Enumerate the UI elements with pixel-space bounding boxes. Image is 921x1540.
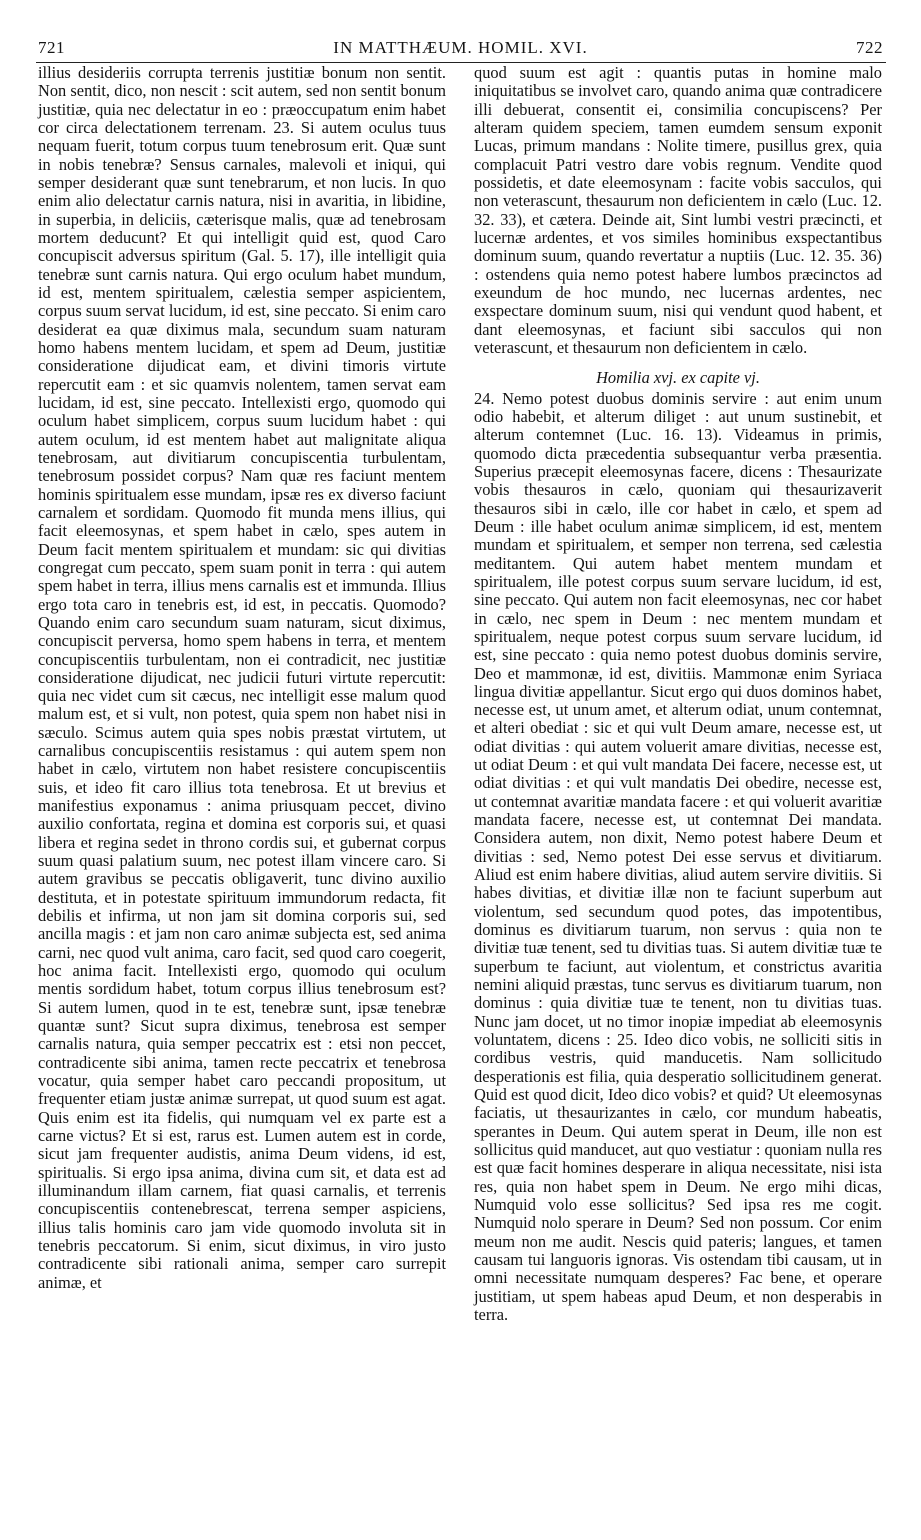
page-number-right: 722 <box>856 38 883 57</box>
homily-heading: Homilia xvj. ex capite vj. <box>596 368 760 388</box>
right-column <box>474 64 882 1324</box>
running-title: IN MATTHÆUM. HOMIL. XVI. <box>333 38 588 57</box>
page-number-left: 721 <box>38 38 65 57</box>
left-column-text: illius desideriis corrupta terrenis justitiæ bonum non sentit. Non sentit, dico, non nescit : scit autem, sed non sentit bonum justitiæ, quia nec delectatur in eo : præoccupatum enim habet cor circa delectationem terrenam. 23. Si autem oculus tuus nequam fuerit, totum corpus tuum tenebrosum erit. Quæ sunt in nobis tenebræ? Sensus carnales, malevoli et iniqui, qui semper desiderant quæ sunt tenebrarum, et non lucis. In quo enim alio delectatur carnis natura, nisi in avaritia, in libidine, in superbia, in deliciis, cæterisque malis, quæ ad tenebrosam mortem deducunt? Et qui intelligit quid est, quod Caro concupiscit adversus spiritum (Gal. 5. 17), ille intelligit quia tenebræ sunt carnis natura. Qui ergo oculum habet mundum, id est, mentem spiritualem, cælestia semper aspicientem, corpus suum servat lucidum, id est, sine peccato. Si enim caro desiderat ea quæ diximus mala, secundum suam naturam homo habens mentem lucidam, et spem ad Deum, justitiæ consideratione dijudicat eam, et divini timoris virtute repercutit eam : et sic quamvis nolentem, tamen servat eam lucidam, id est, sine peccato. Intellexisti ergo, quomodo qui oculum habet simplicem, corpus suum lucidum habet : qui autem oculum, id est mentem habet aut malignitate aliqua tenebrosam, aut divitiarum concupiscentia turbulentam, tenebrosum possidet corpus? Nam quæ res faciunt mentem hominis spiritualem esse mundam, ipsæ res ex diverso faciunt carnalem et sordidam. Quomodo fit munda mens illius, qui facit eleemosynas, et spem habet in cælo, spes autem in Deum facit mentem spiritualem et mundam: sic qui divitias congregat cum peccato, spem suam ponit in terra : qui autem spem habet in terra, illius mens carnalis est et immunda. Illius ergo tota caro in tenebris est, id est, in peccatis. Quomodo? Quando enim caro secundum suam naturam, sicut diximus, concupiscit perversa, homo spem habens in terra, et mentem concupiscentiis turbulentam, non ei contradicit, nec justitiæ consideratione dijudicat, nec judicii futuri virtute repercutit: quia nec videt cum sit cæcus, nec intelligit esse malum quod malum est, et si vult, non potest, quia spem non habet nisi in sæculo. Scimus autem quia spes nobis præstat virtutem, ut carnalibus concupiscentiis resistamus : qui autem spem non habet in cælo, virtutem non habet resistere concupiscentiis suis, et ideo fit caro illius tota tenebrosa. Et ut brevius et manifestius exponamus : anima priusquam peccet, divino auxilio confortata, regina et domina est corporis sui, et quasi libera et regina sedet in throno cordis sui, et gubernat corpus suum quasi palatium suum, nec potest illam vincere caro. Si autem gravibus se peccatis obligaverit, tunc divino auxilio destituta, et in potestate spirituum immundorum redacta, fit debilis et infirma, ut non jam sit domina corporis sui, sed ancilla magis : et jam non caro animæ subjecta est, sed anima carni, nec quod vult anima, caro facit, sed quod caro coegerit, hoc anima facit. Intellexisti ergo, quomodo qui oculum mentis sordidum habet, totum corpus illius tenebrosum est? Si autem lumen, quod in te est, tenebræ sunt, ipsæ tenebræ quantæ sunt? Sicut supra diximus, tenebrosa est semper carnalis natura, quia semper peccatrix est : etsi non peccet, contradicente sibi anima, tamen recte peccatrix et tenebrosa vocatur, quia semper habet caro peccandi propositum, ut frequenter etiam justæ animæ surrepat, ut quod suum est agat. Quis enim est ita fidelis, qui numquam vel ex parte est a carne victus? Et si est, rarus est. Lumen autem est in corde, sicut jam frequenter audistis, anima Deum videns, id est, spiritualis. Si ergo ipsa anima, divina cum sit, et data est ad illuminandum illam carnem, fiat quasi carnalis, et terrenis concupiscentiis contenebrescat, terrena semper aspiciens, illius talis hominis caro jam vide quomodo involuta sit in tenebris peccatorum. Si enim, sicut diximus, in viro justo contradicente sibi rationali anima, semper caro surrepit animæ, et <box>38 63 446 1292</box>
right-column-text-before: quod suum est agit : quantis putas in homine malo iniquitatibus se involvet caro, quando anima quæ contradicere illi debuerat, consentit ei, consimilia concupiscens? Per alteram quidem speciem, tamen eumdem sensum exponit Lucas, primum mandans : Nolite timere, pusillus grex, quia complacuit Patri vestro dare vobis regnum. Vendite quod possidetis, et date eleemosynam : facite vobis sacculos, qui non veterascunt, thesaurum non deficientem in cælo (Luc. 12. 32. 33), et cætera. Deinde ait, Sint lumbi vestri præcincti, et lucernæ ardentes, et vos similes hominibus exspectantibus dominum suum, quando revertatur a nuptiis (Luc. 12. 35. 36) : ostendens quia nemo potest habere lumbos præcinctos ad exeundum de hoc mundo, nec lucernas ardentes, nec exspectare dominum suum, nisi qui vendunt quod habent, et dant eleemosynas, et faciunt sibi sacculos qui non veterascunt, et thesaurum non deficientem in cælo. <box>474 63 882 357</box>
right-column-text-after: 24. Nemo potest duobus dominis servire : aut enim unum odio habebit, et alterum diliget : aut unum sustinebit, et alterum contemnet (Luc. 16. 13). Videamus in primis, quomodo dicta præcedentia subsequantur verba præsentia. Superius præcepit eleemosynas facere, dicens : Thesaurizate vobis thesauros in cælo, quoniam qui thesaurizaverit thesauros sibi in cælo, ille cor habet in cælo, et spem ad Deum : ille habet oculum animæ simplicem, id est, mentem mundam et spiritualem, et semper non terrena, sed cælestia meditantem. Qui autem habet mentem mundam et spiritualem, ille potest corpus suum servare lucidum, id est, sine peccato. Qui autem non facit eleemosynas, nec cor habet in cælo, nec spem in Deum : nec mentem mundam et spiritualem, neque potest corpus suum servare lucidum, id est, sine peccato : quia nemo potest duobus dominis servire, Deo et mammonæ, id est, divitiis. Mammonæ enim Syriaca lingua divitiæ appellantur. Sicut ergo qui duos dominos habet, necesse est, ut unum amet, et alterum odiat, unum contemnat, et alteri obediat : sic et qui vult Deum amare, necesse est, ut odiat divitias : qui autem voluerit amare divitias, necesse est, ut odiat Deum : et qui vult mandata Dei facere, necesse est, ut odiat divitias : et qui vult mandatis Dei obedire, necesse est, ut contemnat avaritiæ mandata facere : et qui voluerit avaritiæ mandata facere, necesse est, ut contemnat Dei mandata. Considera autem, non dixit, Nemo potest habere Deum et divitias : sed, Nemo potest Dei esse servus et divitiarum. Aliud est enim habere divitias, aliud autem servire divitiis. Si habes divitias, et divitiæ illæ non te faciunt superbum aut violentum, sed secundum quod potes, das impotentibus, dominus es divitiarum tuarum, non servus : quia non te divitiæ tuæ tenent, sed tu divitias tuas. Si autem divitiæ tuæ te superbum te faciunt, aut violentum, et constrictus avaritia nemini aliquid præstas, tunc servus es divitiarum tuarum, non dominus : quia divitiæ tuæ te tenent, non tu divitias tuas. Nunc jam docet, ut no timor inopiæ impediat ab eleemosynis voluntatem, dicens : 25. Ideo dico vobis, ne solliciti sitis in cordibus vestris, quid manducetis. Nam sollicitudo desperationis est filia, quia desperatio sollicitudinem generat. Quid est quod dicit, Ideo dico vobis? et quid? Ut eleemosynas faciatis, ut thesaurizantes in cælo, cor mundum habeatis, sperantes in Deum. Qui autem sperat in Deum, ille non est sollicitus quid manducet, aut quo vestiatur : quoniam nulla res est quæ facit homines desperare in aliqua necessitate, nisi ista res, quia non habet spem in Deum. Ne ergo mihi dicas, Numquid volo esse sollicitus? Sed ipsa res me cogit. Numquid nolo sperare in Deum? Sed non possum. Cor enim meum non me audit. Nescis quid pateris; langues, et tamen causam tui languoris ignoras. Vis ostendam tibi causam, ut in omni necessitate numquam desperes? Fac bene, et operare justitiam, ut spem habeas apud Deum, et non desperabis in terra. <box>474 388 882 1324</box>
left-column <box>38 64 446 1292</box>
